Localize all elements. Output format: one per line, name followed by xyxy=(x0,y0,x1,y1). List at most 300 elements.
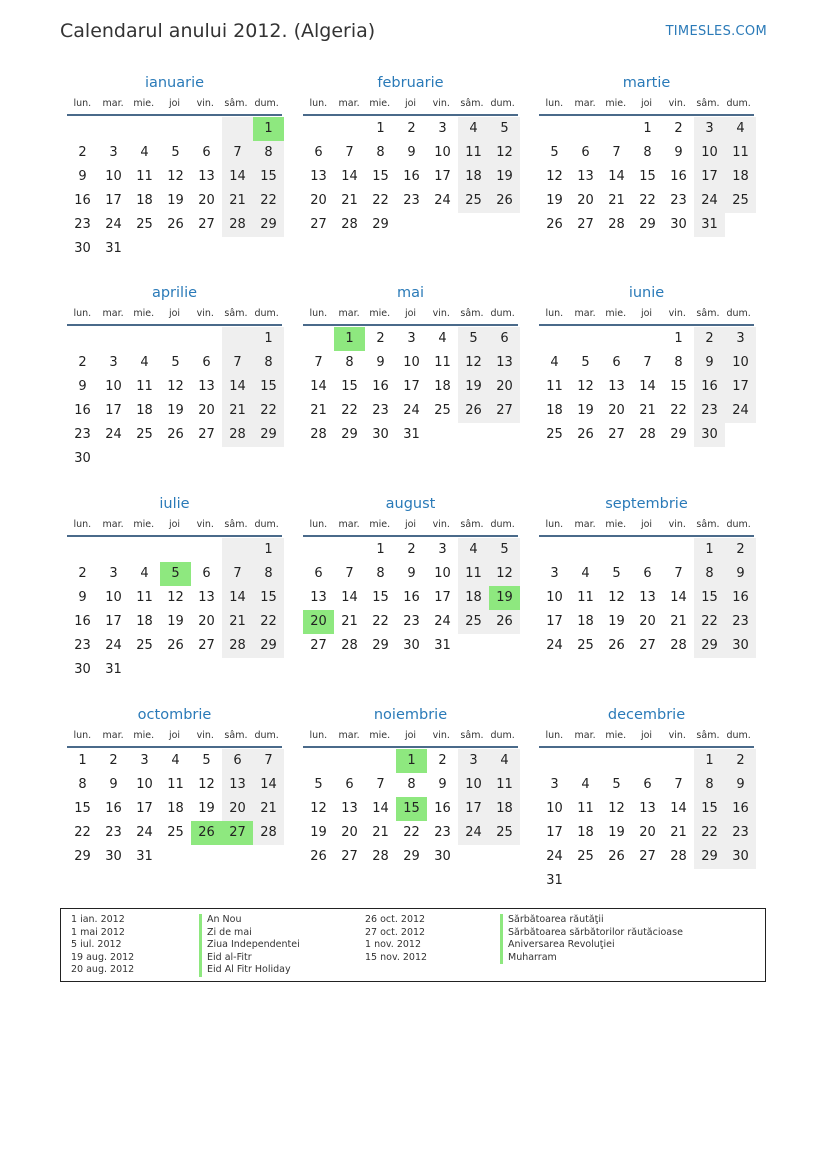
day-cell: 15 xyxy=(253,165,284,189)
empty-cell xyxy=(67,327,98,351)
day-cell: 5 xyxy=(458,327,489,351)
day-cell: 30 xyxy=(403,638,420,653)
weekday-label: mar. xyxy=(338,308,360,319)
empty-cell xyxy=(601,538,632,562)
month-name: septembrie xyxy=(605,496,688,512)
weekday-label: mar. xyxy=(338,730,360,741)
day-cell: 4 xyxy=(581,566,590,581)
weekday-label: joi xyxy=(640,308,653,319)
weekday-label: lun. xyxy=(545,730,564,741)
weekday-label: mie. xyxy=(133,519,155,530)
empty-cell xyxy=(663,538,694,562)
weekday-label: mie. xyxy=(605,519,627,530)
page-title: Calendarul anului 2012. (Algeria) xyxy=(60,20,376,42)
legend-date: 1 nov. 2012 xyxy=(365,939,421,951)
day-cell: 10 xyxy=(546,590,563,605)
day-grid xyxy=(539,117,754,237)
empty-cell xyxy=(601,117,632,141)
weekday-label: lun. xyxy=(309,98,328,109)
day-cell: 16 xyxy=(725,586,756,610)
day-cell: 2 xyxy=(78,566,87,581)
day-cell: 6 xyxy=(222,749,253,773)
empty-cell xyxy=(570,749,601,773)
day-cell: 21 xyxy=(253,797,284,821)
empty-cell xyxy=(570,117,601,141)
day-cell: 10 xyxy=(434,145,451,160)
legend-date: 15 nov. 2012 xyxy=(365,951,428,963)
day-cell: 29 xyxy=(670,427,687,442)
weekday-label: mar. xyxy=(574,308,596,319)
day-cell: 19 xyxy=(577,403,594,418)
empty-cell xyxy=(160,327,191,351)
empty-cell xyxy=(160,538,191,562)
weekday-label: dum. xyxy=(726,308,751,319)
day-cell: 13 xyxy=(639,590,656,605)
day-cell: 12 xyxy=(608,590,625,605)
empty-cell xyxy=(601,749,632,773)
day-cell: 7 xyxy=(376,777,385,792)
day-cell: 1 xyxy=(643,121,652,136)
weekday-label: sâm. xyxy=(224,730,248,741)
day-cell: 4 xyxy=(725,117,756,141)
legend-holiday-name: Ziua Independentei xyxy=(199,939,300,952)
weekday-label: mie. xyxy=(605,730,627,741)
empty-cell xyxy=(98,327,129,351)
day-cell: 14 xyxy=(222,165,253,189)
empty-cell xyxy=(601,327,632,351)
day-cell: 18 xyxy=(167,801,184,816)
weekday-header xyxy=(67,94,282,116)
day-cell: 3 xyxy=(550,777,559,792)
day-cell: 25 xyxy=(136,427,153,442)
day-cell: 23 xyxy=(670,193,687,208)
day-cell: 19 xyxy=(608,614,625,629)
day-cell: 22 xyxy=(253,610,284,634)
day-cell: 9 xyxy=(78,590,87,605)
day-cell: 20 xyxy=(310,193,327,208)
day-cell: 13 xyxy=(198,379,215,394)
day-cell: 3 xyxy=(438,121,447,136)
empty-cell xyxy=(539,749,570,773)
day-grid xyxy=(303,327,518,447)
day-cell: 19 xyxy=(546,193,563,208)
day-cell: 21 xyxy=(222,610,253,634)
weekday-header xyxy=(539,304,754,326)
day-cell: 9 xyxy=(78,379,87,394)
weekday-label: joi xyxy=(640,730,653,741)
day-cell: 15 xyxy=(372,590,389,605)
day-cell: 9 xyxy=(694,351,725,375)
day-cell: 15 xyxy=(253,586,284,610)
weekday-label: lun. xyxy=(545,308,564,319)
brand-link[interactable]: TIMESLES.COM xyxy=(665,24,767,39)
day-cell: 12 xyxy=(489,562,520,586)
weekday-label: dum. xyxy=(254,98,279,109)
weekday-label: sâm. xyxy=(460,308,484,319)
empty-cell xyxy=(191,327,222,351)
day-cell: 17 xyxy=(725,375,756,399)
empty-cell xyxy=(539,117,570,141)
weekday-label: mar. xyxy=(102,730,124,741)
day-cell: 30 xyxy=(372,427,389,442)
day-cell: 22 xyxy=(670,403,687,418)
day-cell: 17 xyxy=(434,590,451,605)
empty-cell xyxy=(67,538,98,562)
day-cell: 20 xyxy=(303,610,334,634)
empty-cell xyxy=(632,749,663,773)
day-cell: 16 xyxy=(74,403,91,418)
empty-cell xyxy=(539,327,570,351)
day-cell: 29 xyxy=(639,217,656,232)
day-cell: 5 xyxy=(612,566,621,581)
day-cell: 31 xyxy=(403,427,420,442)
month-ianuarie xyxy=(61,72,282,261)
day-cell: 15 xyxy=(253,375,284,399)
weekday-label: mie. xyxy=(369,98,391,109)
weekday-header xyxy=(539,726,754,748)
day-cell: 16 xyxy=(74,193,91,208)
day-cell: 7 xyxy=(253,749,284,773)
day-cell: 31 xyxy=(694,213,725,237)
weekday-label: lun. xyxy=(309,519,328,530)
day-cell: 8 xyxy=(345,355,354,370)
day-cell: 27 xyxy=(341,849,358,864)
day-cell: 10 xyxy=(694,141,725,165)
day-cell: 7 xyxy=(222,141,253,165)
day-cell: 14 xyxy=(639,379,656,394)
day-cell: 21 xyxy=(372,825,389,840)
weekday-label: sâm. xyxy=(460,98,484,109)
empty-cell xyxy=(334,117,365,141)
day-cell: 26 xyxy=(546,217,563,232)
day-cell: 30 xyxy=(434,849,451,864)
day-cell: 27 xyxy=(608,427,625,442)
day-cell: 22 xyxy=(74,825,91,840)
day-cell: 19 xyxy=(167,193,184,208)
day-cell: 31 xyxy=(105,241,122,256)
day-cell: 22 xyxy=(694,610,725,634)
day-cell: 9 xyxy=(674,145,683,160)
day-cell: 13 xyxy=(639,801,656,816)
day-cell: 12 xyxy=(577,379,594,394)
holiday-legend xyxy=(60,908,766,982)
day-cell: 21 xyxy=(310,403,327,418)
day-cell: 27 xyxy=(577,217,594,232)
weekday-label: sâm. xyxy=(460,519,484,530)
day-cell: 30 xyxy=(74,662,91,677)
day-cell: 22 xyxy=(694,821,725,845)
day-cell: 9 xyxy=(725,773,756,797)
empty-cell xyxy=(129,327,160,351)
day-cell: 8 xyxy=(253,562,284,586)
day-cell: 12 xyxy=(310,801,327,816)
empty-cell xyxy=(334,749,365,773)
day-cell: 22 xyxy=(341,403,358,418)
day-cell: 21 xyxy=(670,614,687,629)
weekday-label: dum. xyxy=(490,308,515,319)
day-cell: 18 xyxy=(458,586,489,610)
day-cell: 2 xyxy=(725,749,756,773)
weekday-label: dum. xyxy=(490,519,515,530)
day-cell: 29 xyxy=(253,213,284,237)
day-cell: 17 xyxy=(105,614,122,629)
day-cell: 15 xyxy=(694,586,725,610)
day-cell: 31 xyxy=(434,638,451,653)
day-cell: 2 xyxy=(376,331,385,346)
weekday-label: joi xyxy=(168,308,181,319)
day-cell: 17 xyxy=(546,614,563,629)
weekday-label: joi xyxy=(404,98,417,109)
day-cell: 3 xyxy=(458,749,489,773)
day-cell: 29 xyxy=(372,217,389,232)
day-cell: 9 xyxy=(78,169,87,184)
weekday-label: mar. xyxy=(338,98,360,109)
weekday-label: mar. xyxy=(102,98,124,109)
day-cell: 10 xyxy=(105,590,122,605)
day-cell: 27 xyxy=(489,399,520,423)
day-cell: 19 xyxy=(198,801,215,816)
weekday-label: vin. xyxy=(432,519,450,530)
day-cell: 19 xyxy=(310,825,327,840)
day-cell: 3 xyxy=(438,542,447,557)
day-cell: 9 xyxy=(376,355,385,370)
day-cell: 28 xyxy=(341,638,358,653)
day-cell: 2 xyxy=(109,753,118,768)
day-cell: 10 xyxy=(105,379,122,394)
day-cell: 1 xyxy=(253,327,284,351)
day-cell: 20 xyxy=(198,193,215,208)
empty-cell xyxy=(222,327,253,351)
month-name: februarie xyxy=(377,75,444,91)
day-cell: 17 xyxy=(136,801,153,816)
day-cell: 17 xyxy=(458,797,489,821)
empty-cell xyxy=(222,117,253,141)
month-name: mai xyxy=(396,285,425,301)
day-cell: 6 xyxy=(314,145,323,160)
weekday-label: sâm. xyxy=(224,308,248,319)
day-cell: 28 xyxy=(222,634,253,658)
day-cell: 3 xyxy=(109,566,118,581)
day-cell: 17 xyxy=(694,165,725,189)
empty-cell xyxy=(98,117,129,141)
month-noiembrie xyxy=(297,704,518,869)
day-cell: 25 xyxy=(167,825,184,840)
day-cell: 18 xyxy=(136,403,153,418)
empty-cell xyxy=(632,538,663,562)
day-cell: 22 xyxy=(253,189,284,213)
weekday-label: sâm. xyxy=(696,519,720,530)
month-august xyxy=(297,493,518,658)
weekday-label: mar. xyxy=(574,98,596,109)
day-cell: 14 xyxy=(222,375,253,399)
day-cell: 27 xyxy=(198,638,215,653)
empty-cell xyxy=(191,538,222,562)
empty-cell xyxy=(303,538,334,562)
weekday-label: joi xyxy=(168,98,181,109)
weekday-label: mie. xyxy=(369,308,391,319)
month-iulie xyxy=(61,493,282,682)
day-cell: 20 xyxy=(639,825,656,840)
day-cell: 22 xyxy=(372,614,389,629)
day-cell: 6 xyxy=(314,566,323,581)
month-mai xyxy=(297,282,518,447)
day-cell: 7 xyxy=(222,351,253,375)
weekday-label: dum. xyxy=(490,730,515,741)
empty-cell xyxy=(539,538,570,562)
legend-holiday-name: Sărbătoarea sărbătorilor răutăcioase xyxy=(500,927,683,940)
empty-cell xyxy=(191,117,222,141)
day-cell: 8 xyxy=(407,777,416,792)
weekday-label: vin. xyxy=(432,98,450,109)
day-cell: 12 xyxy=(167,590,184,605)
day-cell: 30 xyxy=(725,634,756,658)
day-cell: 25 xyxy=(725,189,756,213)
day-grid xyxy=(67,538,282,682)
weekday-label: joi xyxy=(404,519,417,530)
weekday-label: mar. xyxy=(574,730,596,741)
weekday-label: mie. xyxy=(369,519,391,530)
weekday-label: lun. xyxy=(545,98,564,109)
day-cell: 31 xyxy=(546,873,563,888)
day-cell: 18 xyxy=(434,379,451,394)
legend-holiday-name: Eid al-Fitr xyxy=(199,952,300,965)
month-februarie xyxy=(297,72,518,237)
day-cell: 25 xyxy=(489,821,520,845)
legend-dates-2 xyxy=(365,914,427,964)
day-cell: 24 xyxy=(725,399,756,423)
day-cell: 13 xyxy=(341,801,358,816)
weekday-label: dum. xyxy=(254,308,279,319)
weekday-label: dum. xyxy=(726,98,751,109)
day-cell: 16 xyxy=(74,614,91,629)
day-cell: 26 xyxy=(608,849,625,864)
weekday-label: joi xyxy=(168,519,181,530)
weekday-label: vin. xyxy=(196,730,214,741)
day-cell: 6 xyxy=(643,777,652,792)
weekday-label: mar. xyxy=(338,519,360,530)
day-cell: 14 xyxy=(253,773,284,797)
day-cell: 28 xyxy=(670,849,687,864)
empty-cell xyxy=(303,327,334,351)
day-cell: 1 xyxy=(253,538,284,562)
day-cell: 14 xyxy=(608,169,625,184)
day-cell: 4 xyxy=(581,777,590,792)
weekday-label: lun. xyxy=(73,730,92,741)
empty-cell xyxy=(129,117,160,141)
day-cell: 1 xyxy=(334,327,365,351)
legend-holiday-name: Eid Al Fitr Holiday xyxy=(199,964,300,977)
day-cell: 29 xyxy=(403,849,420,864)
day-cell: 23 xyxy=(725,610,756,634)
empty-cell xyxy=(365,749,396,773)
empty-cell xyxy=(129,538,160,562)
day-cell: 31 xyxy=(105,662,122,677)
day-cell: 15 xyxy=(670,379,687,394)
day-cell: 23 xyxy=(434,825,451,840)
day-cell: 8 xyxy=(694,562,725,586)
day-cell: 8 xyxy=(376,566,385,581)
day-cell: 12 xyxy=(608,801,625,816)
day-cell: 7 xyxy=(643,355,652,370)
day-cell: 17 xyxy=(105,403,122,418)
day-cell: 1 xyxy=(78,753,87,768)
day-cell: 26 xyxy=(608,638,625,653)
day-cell: 23 xyxy=(74,638,91,653)
day-cell: 25 xyxy=(546,427,563,442)
day-cell: 27 xyxy=(198,427,215,442)
day-cell: 18 xyxy=(136,614,153,629)
day-cell: 29 xyxy=(341,427,358,442)
day-cell: 26 xyxy=(167,427,184,442)
legend-names-2 xyxy=(500,914,683,964)
day-cell: 16 xyxy=(403,590,420,605)
weekday-header xyxy=(539,515,754,537)
day-cell: 10 xyxy=(725,351,756,375)
day-cell: 28 xyxy=(608,217,625,232)
day-cell: 16 xyxy=(403,169,420,184)
day-cell: 7 xyxy=(222,562,253,586)
day-cell: 4 xyxy=(140,145,149,160)
day-cell: 27 xyxy=(639,638,656,653)
day-cell: 26 xyxy=(167,638,184,653)
day-cell: 24 xyxy=(105,638,122,653)
month-name: iulie xyxy=(159,496,190,512)
day-cell: 6 xyxy=(581,145,590,160)
day-cell: 3 xyxy=(109,145,118,160)
month-name: august xyxy=(385,496,436,512)
weekday-label: sâm. xyxy=(696,98,720,109)
day-cell: 4 xyxy=(140,355,149,370)
day-cell: 10 xyxy=(105,169,122,184)
day-grid xyxy=(539,538,754,658)
day-cell: 1 xyxy=(674,331,683,346)
weekday-label: lun. xyxy=(545,519,564,530)
legend-holiday-name: Sărbătoarea răutăţii xyxy=(500,914,683,927)
day-cell: 20 xyxy=(341,825,358,840)
month-aprilie xyxy=(61,282,282,471)
weekday-label: mie. xyxy=(605,98,627,109)
day-cell: 22 xyxy=(403,825,420,840)
day-cell: 7 xyxy=(612,145,621,160)
legend-date: 5 iul. 2012 xyxy=(71,939,122,951)
month-septembrie xyxy=(533,493,754,658)
month-name: martie xyxy=(622,75,671,91)
weekday-header xyxy=(303,726,518,748)
legend-dates-1 xyxy=(71,914,134,977)
day-cell: 24 xyxy=(136,825,153,840)
day-cell: 9 xyxy=(725,562,756,586)
day-cell: 11 xyxy=(577,590,594,605)
day-cell: 2 xyxy=(407,542,416,557)
legend-names-1 xyxy=(199,914,300,977)
day-cell: 11 xyxy=(725,141,756,165)
legend-date: 27 oct. 2012 xyxy=(365,926,426,938)
day-cell: 2 xyxy=(438,753,447,768)
legend-holiday-name: Zi de mai xyxy=(199,927,300,940)
day-cell: 3 xyxy=(694,117,725,141)
day-cell: 8 xyxy=(253,351,284,375)
weekday-label: joi xyxy=(404,730,417,741)
empty-cell xyxy=(632,327,663,351)
day-cell: 19 xyxy=(167,614,184,629)
day-cell: 5 xyxy=(171,355,180,370)
month-name: iunie xyxy=(628,285,665,301)
day-cell: 26 xyxy=(310,849,327,864)
day-cell: 5 xyxy=(612,777,621,792)
day-cell: 4 xyxy=(458,538,489,562)
day-cell: 7 xyxy=(314,355,323,370)
day-cell: 4 xyxy=(489,749,520,773)
